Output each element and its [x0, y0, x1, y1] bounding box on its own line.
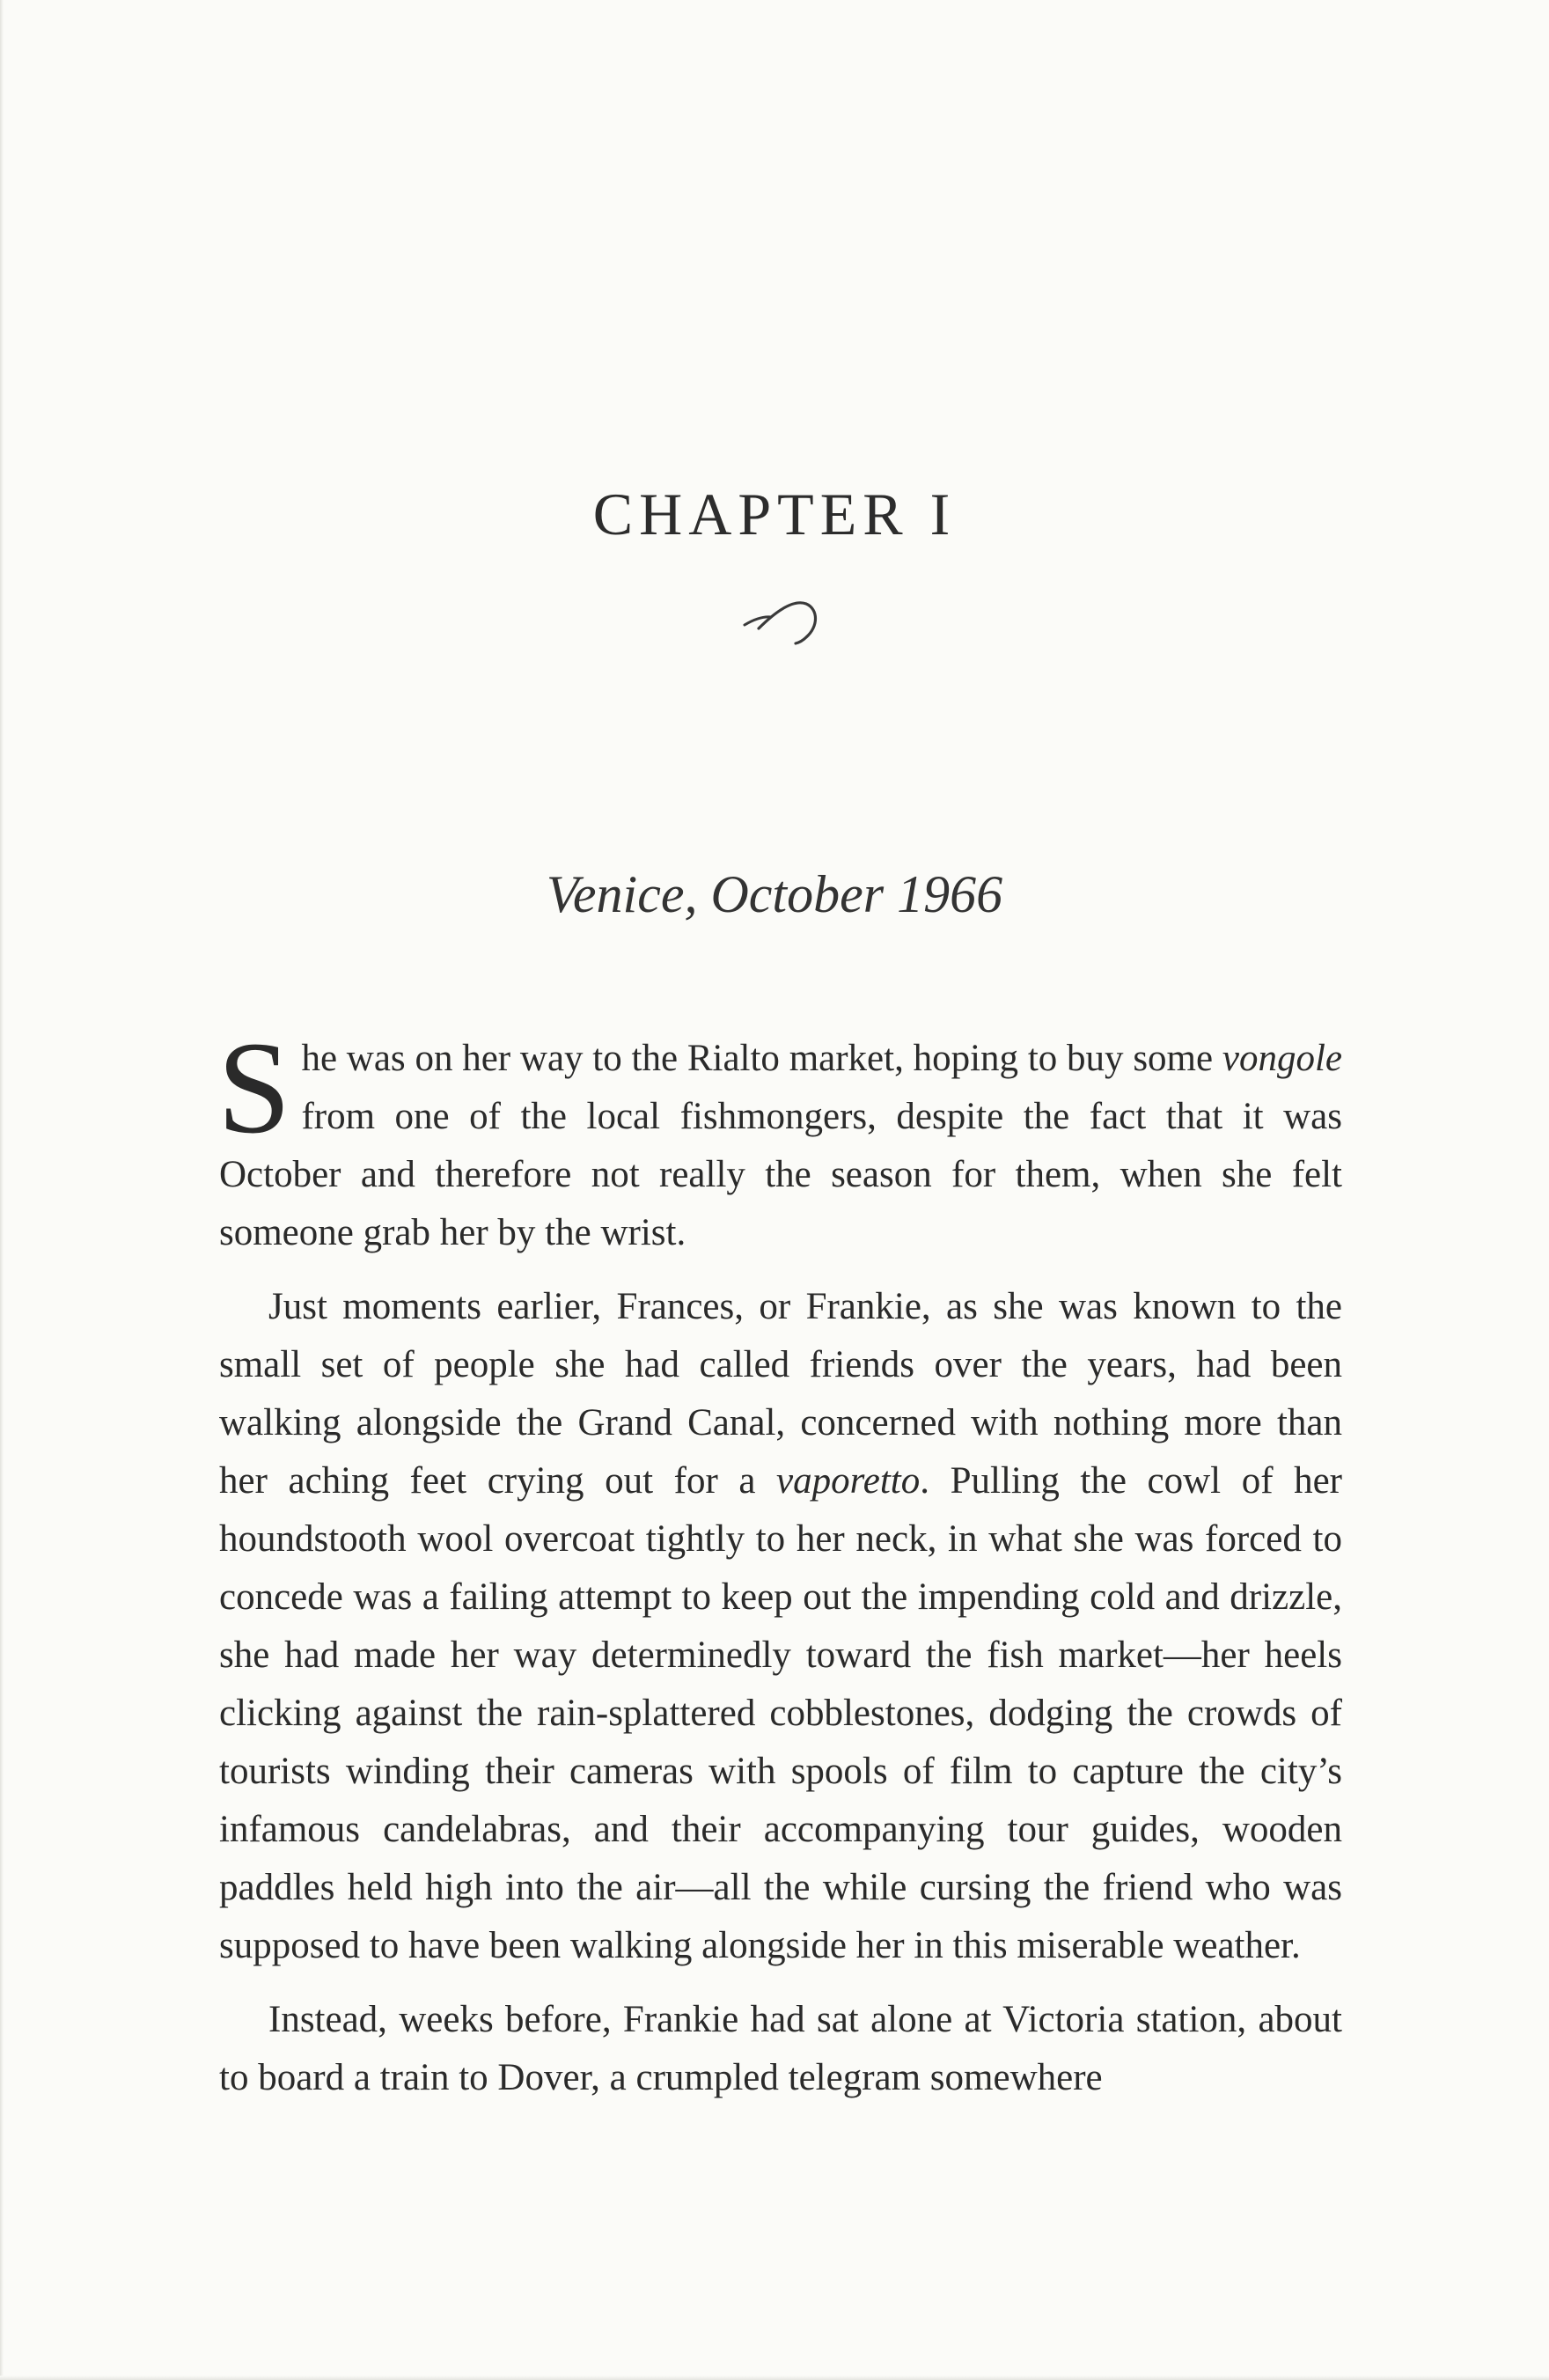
page-left-edge-shadow — [0, 0, 4, 2380]
paragraph-1 — [217, 1015, 1342, 1262]
paragraph-2-text-b: . Pulling the cowl of her houndstooth wool overcoat tightly to her neck, in what she was forced to concede was a failing attempt to keep out the impending cold and drizzle, she had made her way determinedly toward the fish market—her heels clicking against the rain-splattered cobblestones, dodging the crowds of tourists winding their cameras with spools of film to capture the city’s infamous candelabras, and their accompanying tour guides, wooden paddles held high into the air—all the while cursing the friend who was supposed to have been walking alongside her in this miserable weather. — [219, 1460, 1342, 1966]
chapter-dateline: Venice, October 1966 — [546, 865, 1003, 923]
paragraph-3: Instead, weeks before, Frankie had sat alone at Victoria station, about to board a train to Dover, a crumpled telegram somewhere — [219, 1999, 1342, 2098]
page-bottom-edge-shadow — [0, 2376, 1549, 2380]
chapter-title: CHAPTER I — [592, 481, 957, 547]
paragraph-1-text-a: he was on her way to the Rialto market, hoping to buy some — [301, 1038, 1222, 1079]
drop-cap: S — [217, 1015, 291, 1161]
paragraph-2-text-a: Just moments earlier, Frances, or Frankie, as she was known to the small set of people she had called friends over the years, had been walking alongside the Grand Canal, concerned with nothing more than her aching feet crying out for a — [219, 1286, 1342, 1502]
paragraph-1-italic: vongole — [1222, 1038, 1342, 1079]
paragraph-2 — [219, 1278, 1342, 1975]
paragraph-2-italic: vaporetto — [776, 1460, 921, 1502]
chapter-body — [217, 1015, 1342, 2107]
paragraph-1-text-b: from one of the local fishmongers, despite the fact that it was October and therefore not really the season for them, when she felt someone grab her by the wrist. — [219, 1096, 1342, 1253]
swash-ornament-icon — [741, 588, 822, 650]
